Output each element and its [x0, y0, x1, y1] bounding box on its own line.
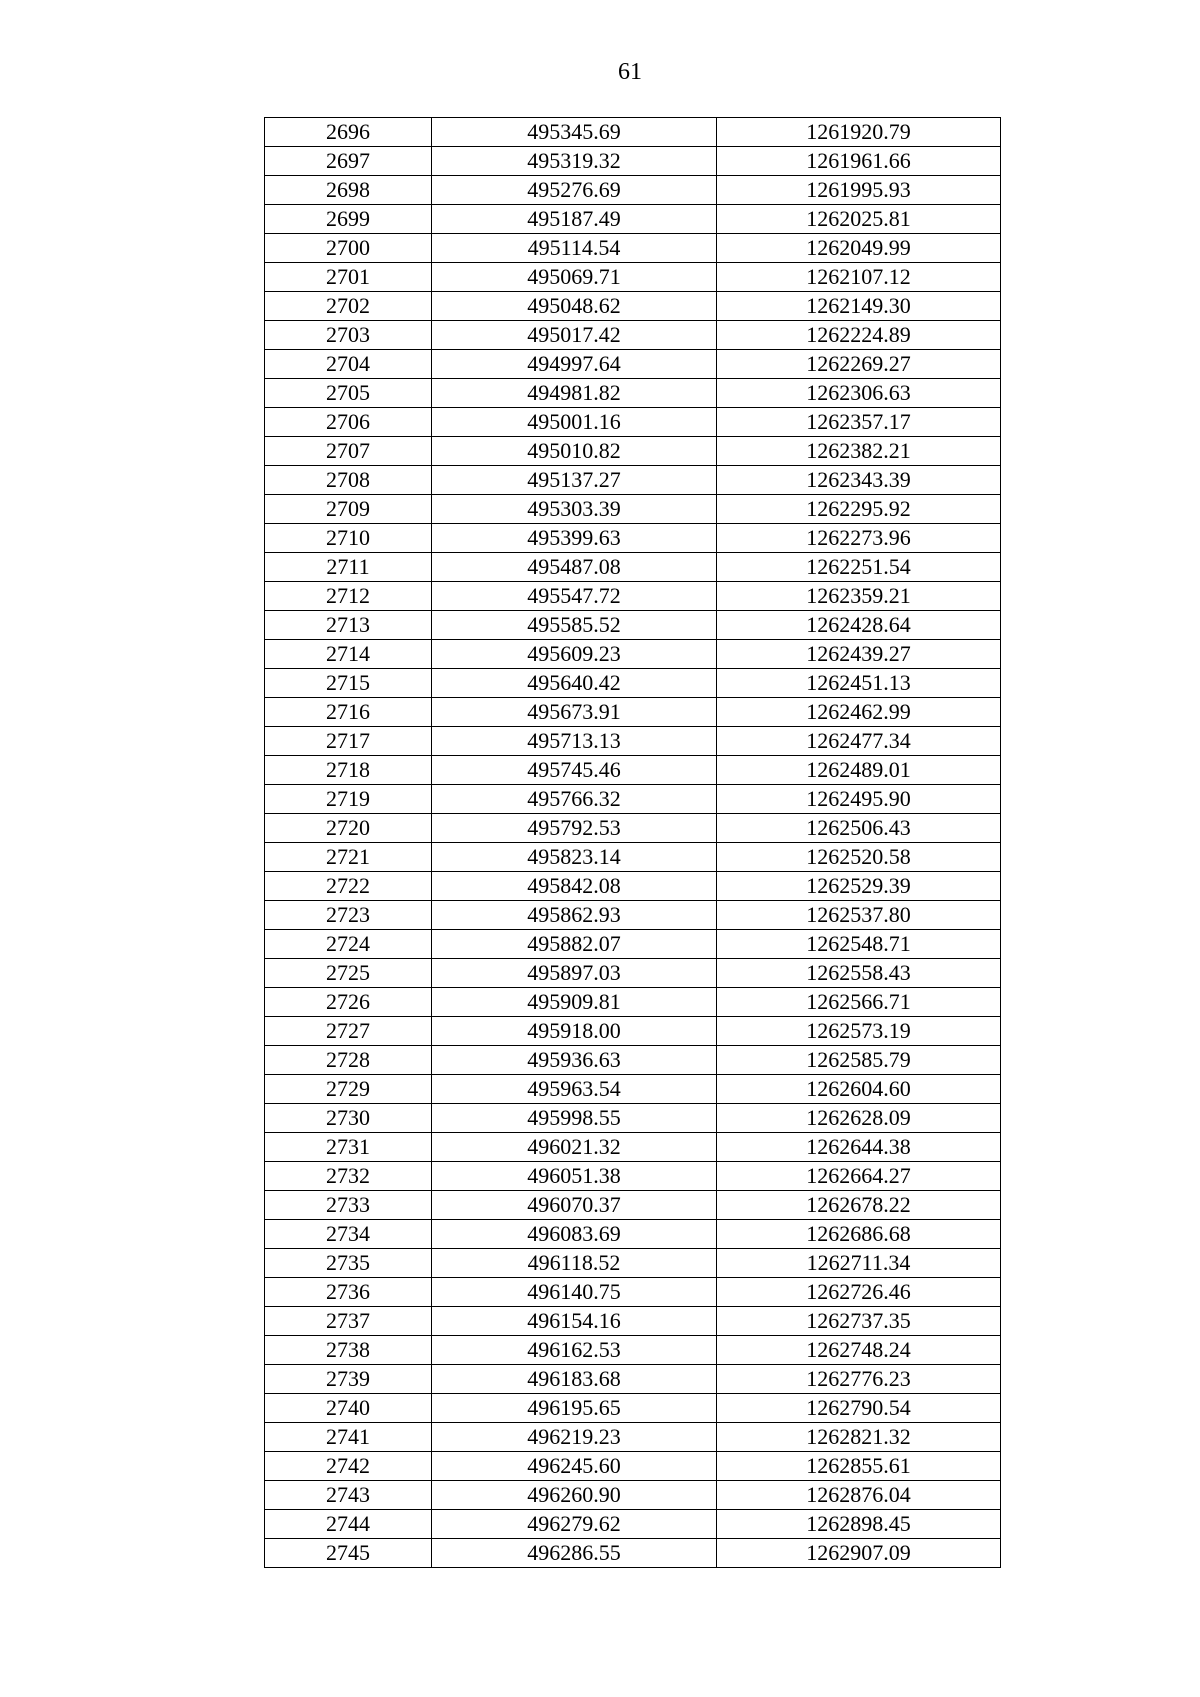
y-coordinate-cell: 1262049.99: [717, 234, 1001, 263]
y-coordinate-cell: 1262898.45: [717, 1510, 1001, 1539]
x-coordinate-cell: 495137.27: [432, 466, 717, 495]
x-coordinate-cell: 495048.62: [432, 292, 717, 321]
point-number-cell: 2707: [265, 437, 432, 466]
table-row: [265, 1191, 1001, 1220]
y-coordinate-cell: 1262876.04: [717, 1481, 1001, 1510]
y-coordinate-cell: 1262382.21: [717, 437, 1001, 466]
table-row: [265, 1539, 1001, 1568]
x-coordinate-cell: 495114.54: [432, 234, 717, 263]
x-coordinate-cell: 495069.71: [432, 263, 717, 292]
y-coordinate-cell: 1262686.68: [717, 1220, 1001, 1249]
x-coordinate-cell: 494997.64: [432, 350, 717, 379]
table-row: [265, 582, 1001, 611]
table-row: [265, 437, 1001, 466]
table-row: [265, 814, 1001, 843]
point-number-cell: 2728: [265, 1046, 432, 1075]
point-number-cell: 2737: [265, 1307, 432, 1336]
point-number-cell: 2697: [265, 147, 432, 176]
y-coordinate-cell: 1262451.13: [717, 669, 1001, 698]
point-number-cell: 2727: [265, 1017, 432, 1046]
x-coordinate-cell: 495276.69: [432, 176, 717, 205]
x-coordinate-cell: 495010.82: [432, 437, 717, 466]
table-row: [265, 292, 1001, 321]
table-row: [265, 1336, 1001, 1365]
table-row: [265, 872, 1001, 901]
table-row: [265, 669, 1001, 698]
x-coordinate-cell: 495001.16: [432, 408, 717, 437]
table-row: [265, 1075, 1001, 1104]
point-number-cell: 2704: [265, 350, 432, 379]
table-row: [265, 988, 1001, 1017]
y-coordinate-cell: 1262537.80: [717, 901, 1001, 930]
table-row: [265, 930, 1001, 959]
x-coordinate-cell: 496051.38: [432, 1162, 717, 1191]
x-coordinate-cell: 495399.63: [432, 524, 717, 553]
point-number-cell: 2717: [265, 727, 432, 756]
x-coordinate-cell: 496260.90: [432, 1481, 717, 1510]
y-coordinate-cell: 1262477.34: [717, 727, 1001, 756]
y-coordinate-cell: 1262678.22: [717, 1191, 1001, 1220]
table-row: [265, 1452, 1001, 1481]
x-coordinate-cell: 495319.32: [432, 147, 717, 176]
point-number-cell: 2711: [265, 553, 432, 582]
x-coordinate-cell: 495585.52: [432, 611, 717, 640]
point-number-cell: 2735: [265, 1249, 432, 1278]
point-number-cell: 2698: [265, 176, 432, 205]
x-coordinate-cell: 495882.07: [432, 930, 717, 959]
y-coordinate-cell: 1261961.66: [717, 147, 1001, 176]
y-coordinate-cell: 1262855.61: [717, 1452, 1001, 1481]
x-coordinate-cell: 496195.65: [432, 1394, 717, 1423]
point-number-cell: 2714: [265, 640, 432, 669]
x-coordinate-cell: 496286.55: [432, 1539, 717, 1568]
y-coordinate-cell: 1262529.39: [717, 872, 1001, 901]
table-row: [265, 901, 1001, 930]
table-row: [265, 379, 1001, 408]
point-number-cell: 2720: [265, 814, 432, 843]
table-row: [265, 1394, 1001, 1423]
point-number-cell: 2731: [265, 1133, 432, 1162]
point-number-cell: 2733: [265, 1191, 432, 1220]
table-row: [265, 321, 1001, 350]
x-coordinate-cell: 495792.53: [432, 814, 717, 843]
y-coordinate-cell: 1262025.81: [717, 205, 1001, 234]
x-coordinate-cell: 495713.13: [432, 727, 717, 756]
table-row: [265, 1249, 1001, 1278]
point-number-cell: 2715: [265, 669, 432, 698]
y-coordinate-cell: 1262711.34: [717, 1249, 1001, 1278]
table-row: [265, 1017, 1001, 1046]
y-coordinate-cell: 1262462.99: [717, 698, 1001, 727]
y-coordinate-cell: 1262506.43: [717, 814, 1001, 843]
y-coordinate-cell: 1262790.54: [717, 1394, 1001, 1423]
table-row: [265, 408, 1001, 437]
x-coordinate-cell: 496021.32: [432, 1133, 717, 1162]
table-row: [265, 1481, 1001, 1510]
x-coordinate-cell: 495823.14: [432, 843, 717, 872]
table-row: [265, 785, 1001, 814]
y-coordinate-cell: 1262107.12: [717, 263, 1001, 292]
point-number-cell: 2703: [265, 321, 432, 350]
y-coordinate-cell: 1262306.63: [717, 379, 1001, 408]
x-coordinate-cell: 496162.53: [432, 1336, 717, 1365]
point-number-cell: 2712: [265, 582, 432, 611]
x-coordinate-cell: 495842.08: [432, 872, 717, 901]
x-coordinate-cell: 495918.00: [432, 1017, 717, 1046]
x-coordinate-cell: 495345.69: [432, 118, 717, 147]
x-coordinate-cell: 496154.16: [432, 1307, 717, 1336]
x-coordinate-cell: 495673.91: [432, 698, 717, 727]
table-row: [265, 553, 1001, 582]
y-coordinate-cell: 1262628.09: [717, 1104, 1001, 1133]
table-row: [265, 640, 1001, 669]
y-coordinate-cell: 1262737.35: [717, 1307, 1001, 1336]
x-coordinate-cell: 495909.81: [432, 988, 717, 1017]
table-row: [265, 147, 1001, 176]
y-coordinate-cell: 1262748.24: [717, 1336, 1001, 1365]
point-number-cell: 2713: [265, 611, 432, 640]
point-number-cell: 2702: [265, 292, 432, 321]
point-number-cell: 2723: [265, 901, 432, 930]
x-coordinate-cell: 496070.37: [432, 1191, 717, 1220]
point-number-cell: 2718: [265, 756, 432, 785]
x-coordinate-cell: 495936.63: [432, 1046, 717, 1075]
x-coordinate-cell: 496279.62: [432, 1510, 717, 1539]
point-number-cell: 2745: [265, 1539, 432, 1568]
y-coordinate-cell: 1262428.64: [717, 611, 1001, 640]
point-number-cell: 2738: [265, 1336, 432, 1365]
table-row: [265, 1133, 1001, 1162]
y-coordinate-cell: 1262251.54: [717, 553, 1001, 582]
table-row: [265, 1046, 1001, 1075]
point-number-cell: 2730: [265, 1104, 432, 1133]
table-row: [265, 234, 1001, 263]
y-coordinate-cell: 1262357.17: [717, 408, 1001, 437]
y-coordinate-cell: 1262573.19: [717, 1017, 1001, 1046]
table-row: [265, 495, 1001, 524]
point-number-cell: 2732: [265, 1162, 432, 1191]
point-number-cell: 2709: [265, 495, 432, 524]
point-number-cell: 2726: [265, 988, 432, 1017]
page-number: 61: [618, 59, 642, 85]
y-coordinate-cell: 1262566.71: [717, 988, 1001, 1017]
table-row: [265, 205, 1001, 234]
table-row: [265, 1278, 1001, 1307]
point-number-cell: 2708: [265, 466, 432, 495]
y-coordinate-cell: 1261920.79: [717, 118, 1001, 147]
point-number-cell: 2729: [265, 1075, 432, 1104]
table-row: [265, 466, 1001, 495]
table-row: [265, 1365, 1001, 1394]
x-coordinate-cell: 495766.32: [432, 785, 717, 814]
coordinates-table: [264, 117, 1001, 1568]
y-coordinate-cell: 1262604.60: [717, 1075, 1001, 1104]
x-coordinate-cell: 496219.23: [432, 1423, 717, 1452]
y-coordinate-cell: 1262776.23: [717, 1365, 1001, 1394]
point-number-cell: 2739: [265, 1365, 432, 1394]
y-coordinate-cell: 1262907.09: [717, 1539, 1001, 1568]
x-coordinate-cell: 494981.82: [432, 379, 717, 408]
point-number-cell: 2719: [265, 785, 432, 814]
y-coordinate-cell: 1262495.90: [717, 785, 1001, 814]
x-coordinate-cell: 495303.39: [432, 495, 717, 524]
x-coordinate-cell: 495963.54: [432, 1075, 717, 1104]
point-number-cell: 2705: [265, 379, 432, 408]
x-coordinate-cell: 496083.69: [432, 1220, 717, 1249]
y-coordinate-cell: 1262224.89: [717, 321, 1001, 350]
table-row: [265, 698, 1001, 727]
y-coordinate-cell: 1262585.79: [717, 1046, 1001, 1075]
x-coordinate-cell: 496245.60: [432, 1452, 717, 1481]
table-row: [265, 1162, 1001, 1191]
table-body: [265, 118, 1001, 1568]
x-coordinate-cell: 496118.52: [432, 1249, 717, 1278]
x-coordinate-cell: 495862.93: [432, 901, 717, 930]
y-coordinate-cell: 1262726.46: [717, 1278, 1001, 1307]
x-coordinate-cell: 496140.75: [432, 1278, 717, 1307]
table-row: [265, 524, 1001, 553]
table-row: [265, 1423, 1001, 1452]
x-coordinate-cell: 495017.42: [432, 321, 717, 350]
point-number-cell: 2722: [265, 872, 432, 901]
x-coordinate-cell: 495547.72: [432, 582, 717, 611]
table-row: [265, 611, 1001, 640]
point-number-cell: 2716: [265, 698, 432, 727]
y-coordinate-cell: 1262664.27: [717, 1162, 1001, 1191]
table-row: [265, 843, 1001, 872]
x-coordinate-cell: 495998.55: [432, 1104, 717, 1133]
point-number-cell: 2742: [265, 1452, 432, 1481]
point-number-cell: 2696: [265, 118, 432, 147]
point-number-cell: 2740: [265, 1394, 432, 1423]
y-coordinate-cell: 1262489.01: [717, 756, 1001, 785]
point-number-cell: 2743: [265, 1481, 432, 1510]
table-row: [265, 727, 1001, 756]
table-row: [265, 1220, 1001, 1249]
point-number-cell: 2721: [265, 843, 432, 872]
point-number-cell: 2736: [265, 1278, 432, 1307]
point-number-cell: 2744: [265, 1510, 432, 1539]
y-coordinate-cell: 1262548.71: [717, 930, 1001, 959]
point-number-cell: 2734: [265, 1220, 432, 1249]
table-row: [265, 1510, 1001, 1539]
y-coordinate-cell: 1262269.27: [717, 350, 1001, 379]
table-row: [265, 176, 1001, 205]
y-coordinate-cell: 1262439.27: [717, 640, 1001, 669]
point-number-cell: 2724: [265, 930, 432, 959]
table-row: [265, 118, 1001, 147]
point-number-cell: 2700: [265, 234, 432, 263]
point-number-cell: 2701: [265, 263, 432, 292]
y-coordinate-cell: 1261995.93: [717, 176, 1001, 205]
point-number-cell: 2706: [265, 408, 432, 437]
y-coordinate-cell: 1262821.32: [717, 1423, 1001, 1452]
y-coordinate-cell: 1262343.39: [717, 466, 1001, 495]
y-coordinate-cell: 1262273.96: [717, 524, 1001, 553]
y-coordinate-cell: 1262295.92: [717, 495, 1001, 524]
y-coordinate-cell: 1262644.38: [717, 1133, 1001, 1162]
y-coordinate-cell: 1262520.58: [717, 843, 1001, 872]
point-number-cell: 2699: [265, 205, 432, 234]
point-number-cell: 2725: [265, 959, 432, 988]
table-row: [265, 756, 1001, 785]
point-number-cell: 2741: [265, 1423, 432, 1452]
table-row: [265, 959, 1001, 988]
x-coordinate-cell: 495745.46: [432, 756, 717, 785]
y-coordinate-cell: 1262359.21: [717, 582, 1001, 611]
table-row: [265, 1307, 1001, 1336]
x-coordinate-cell: 495897.03: [432, 959, 717, 988]
point-number-cell: 2710: [265, 524, 432, 553]
table-row: [265, 263, 1001, 292]
x-coordinate-cell: 495640.42: [432, 669, 717, 698]
x-coordinate-cell: 495609.23: [432, 640, 717, 669]
table-row: [265, 1104, 1001, 1133]
y-coordinate-cell: 1262558.43: [717, 959, 1001, 988]
table-row: [265, 350, 1001, 379]
x-coordinate-cell: 496183.68: [432, 1365, 717, 1394]
y-coordinate-cell: 1262149.30: [717, 292, 1001, 321]
x-coordinate-cell: 495487.08: [432, 553, 717, 582]
x-coordinate-cell: 495187.49: [432, 205, 717, 234]
